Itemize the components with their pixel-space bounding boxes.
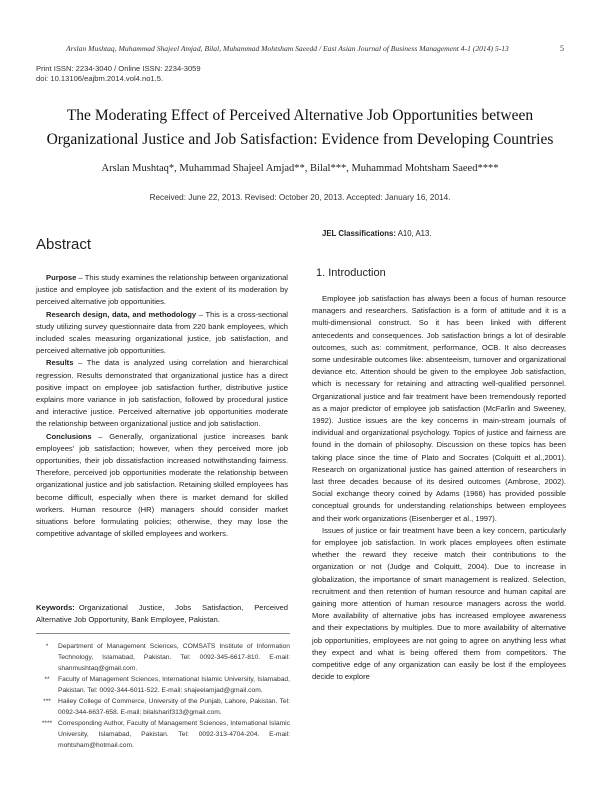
introduction-body [312,293,566,684]
results-text: – The data is analyzed using correlation and hierarchical regression. Results demonstrated that organizational justice has a direct positive impact on employee job satisfaction further, distributive justice explains more variance in job satisfaction, followed by procedural justice and interactive justice. Perceived alternative job opportunities moderate the relationship between organizational justice and job satisfaction. [36,358,288,429]
page-number: 5 [560,44,564,53]
footnotes [36,641,290,751]
intro-paragraph-2: Issues of justice or fair treatment have been a key concern, particularly for employee job satisfaction. In work places employees often estimate whether the reward they receive match their contributions to the organization or not (Judge and Colquitt, 2004). Due to increase in globalization, the importance of smart management is realized. Selection, recruitment and then retention of human resource and human capital are gaining more attention of human resource managers across the world. More availability of alternative jobs has increased employee awareness and their expectations by multiples. Due to more availability of alternative job opportunities, employees are not going to agree on anything less what they expect and what is being offered them from competitors. The competitive edge of any organization can easily be lost if the employees decide to explore [312,525,566,682]
abstract-purpose [36,272,288,309]
footnote-mark: ** [44,676,50,683]
keywords-label: Keywords: [36,603,75,612]
issn-line: Print ISSN: 2234-3040 / Online ISSN: 2234-3059 [36,64,201,73]
footnote [36,718,290,751]
footnote-mark: * [45,643,49,650]
footnote-text: Corresponding Author, Faculty of Management Sciences, International Islamic University, Islamabad, Pakistan. Tel: 0092-313-4704-204. E-mail: mohtsham@hotmail.com. [58,720,290,749]
design-label: Research design, data, and methodology [46,309,197,319]
introduction-heading: 1. Introduction [316,267,386,279]
results-label: Results [46,358,74,368]
footnote [36,674,290,696]
title-line-1: The Moderating Effect of Perceived Alternative Job Opportunities between [66,107,534,124]
footnote-text: Department of Management Sciences, COMSATS Institute of Information Technology, Islamabad, Pakistan. Tel: 0092-345-6617-810. E-mail: shanmushtaq@gmail.com. [58,643,290,672]
purpose-text: – This study examines the relationship between organizational justice and employee job satisfaction and the extent of its moderation by perceived alternative job opportunities. [36,273,288,307]
keywords-text: Organizational Justice, Jobs Satisfaction, Perceived Alternative Job Opportunity, Bank Employee, Pakistan. [36,603,288,624]
doi-line: doi: 10.13106/eajbm.2014.vol4.no1.5. [36,74,164,83]
jel-classifications [322,229,432,238]
jel-value: A10, A13. [395,229,432,238]
abstract-heading: Abstract [36,236,92,253]
footnote [36,696,290,718]
purpose-label: Purpose [46,273,77,282]
abstract-conclusions [36,431,288,541]
keywords [36,602,288,626]
abstract-results [36,357,288,430]
abstract-body [36,272,288,540]
footnote-mark: **** [41,720,53,727]
footnote-mark: *** [43,698,51,705]
received-dates: Received: June 22, 2013. Revised: October 20, 2013. Accepted: January 16, 2014. [149,193,451,202]
conclusions-text: – Generally, organizational justice increases bank employees' job satisfaction; however, when they perceived more job opportunities, their job dissatisfaction increased notwithstanding fairness. Therefore, perceived job opportunities moderate the relationship between organizational justice and job satisfaction. Retaining skilled employees has become difficult, especially when there is market demand for skilled workers. Human resource (HR) managers should consider market situations before formulating policies; otherwise, they may lose the competitive advantage of skilled employees and workers. [36,431,288,539]
design-text: – This is a cross-sectional study utilizing survey questionnaire data from 220 bank employees, which included scales measuring organizational justice, job satisfaction, and perceived alternative job opportunities. [36,309,288,356]
conclusions-label: Conclusions [46,431,92,441]
issn-block [36,64,201,84]
footnote [36,641,290,674]
footnote-text: Faculty of Management Sciences, International Islamic University, Islamabad, Pakistan. Tel: 0092-344-6011-522. E-mail: shajeelamjad@gmail.com. [58,676,290,694]
intro-paragraph-1: Employee job satisfaction has always been a focus of human resource managers and researchers. Satisfaction is a form of attitude and it is a multi-dimensional construct. So it has been linked with different antecedents and consequences. Job satisfaction brings a lot of desirable outcomes, such as: commitment, performance, OCB. It also decreases some undesirable outcomes like: absenteeism, turnover and organizational deviance etc. Attention should be given to the employee Job satisfaction, which is necessary for retaining and attracting well-qualified personnel. Organizational justice and fair treatment have been tremendously reported as a major predictor of employee job satisfaction (McFarlin and Sweeney, 1992). Justice issues are the key concerns in main-stream journals of individual and organizational psychology. Topics of justice and fairness are found in the domain of philosophy. Discussion on these topics has been taking place since the time of Plato and Socrates (Colquitt et al.,2001). Research on organizational justice has gained attention of researchers in last three decades because of its desired outcomes (Ambrose, 2002). Social exchange theory coined by Adams (1966) has provided possible conceptual grounds for understanding relationships between employees and their work organizations (Eisenberger et al., 1997). [312,294,566,523]
abstract-design [36,309,288,358]
jel-label: JEL Classifications: [322,229,396,238]
footnote-text: Hailey College of Commerce, University of the Punjab, Lahore, Pakistan. Tel: 0092-344-6637-658. E-mail: bilalsharif313@gmail.com. [58,698,290,716]
running-head: Arslan Mushtaq, Muhammad Shajeel Amjad, Bilal, Muhammad Mohtsham Saeedd / East Asian Journal of Business Management 4-1 (2014) 5-13 [66,44,509,53]
title-line-2: Organizational Justice and Job Satisfaction: Evidence from Developing Countries [46,131,554,148]
footnote-divider [36,633,290,634]
authors: Arslan Mushtaq*, Muhammad Shajeel Amjad**, Bilal***, Muhammad Mohtsham Saeed**** [101,163,499,174]
paper-title [30,104,570,152]
